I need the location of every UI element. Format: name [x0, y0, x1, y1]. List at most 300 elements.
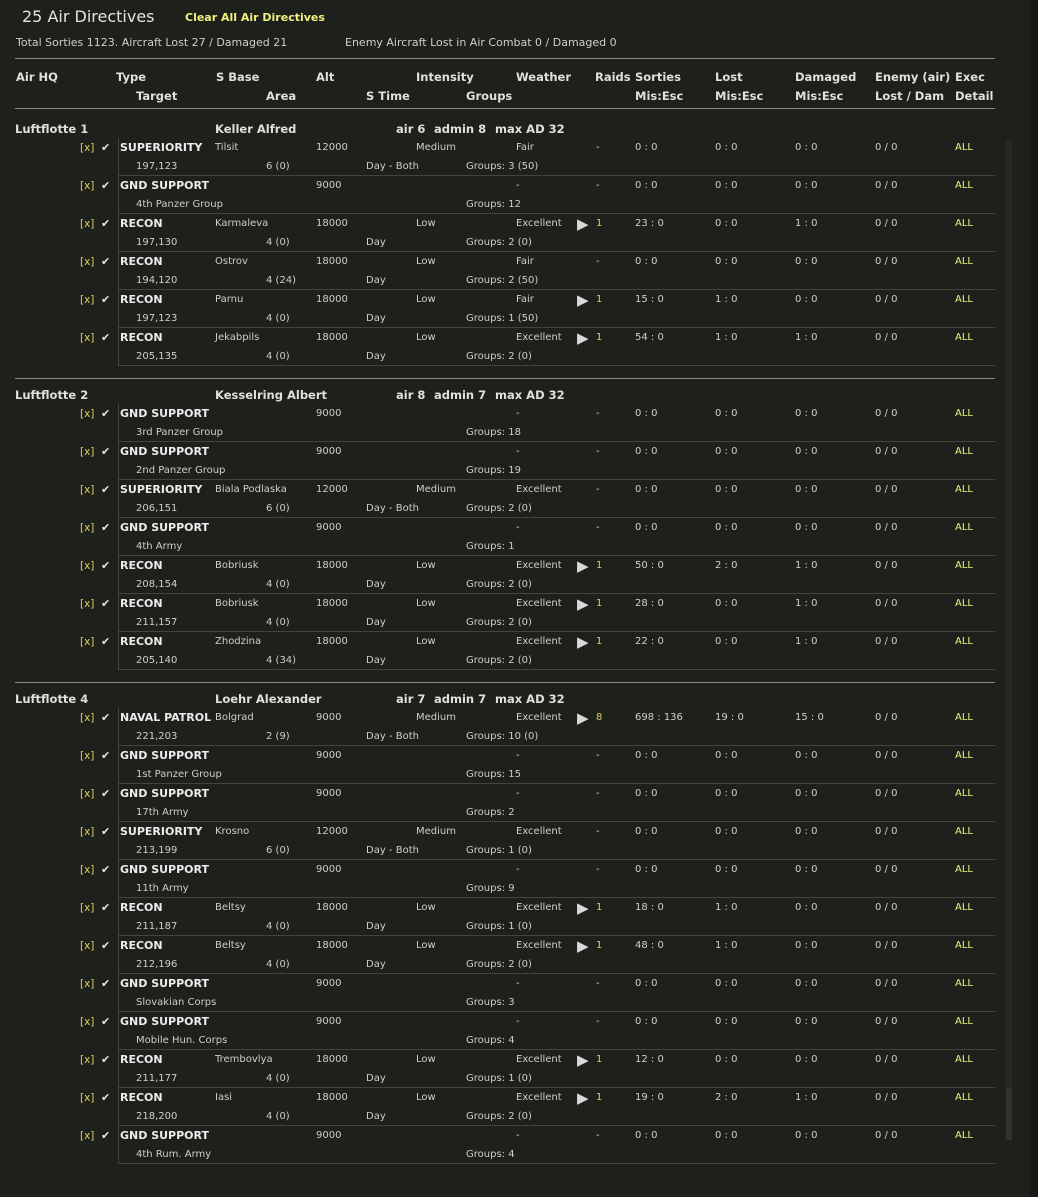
exec-all-link[interactable]: ALL	[955, 1092, 973, 1103]
directive-row	[0, 290, 1000, 328]
check-icon[interactable]: ✔	[101, 1129, 111, 1142]
intensity: Medium	[416, 712, 456, 723]
mission-type: GND SUPPORT	[120, 445, 210, 458]
sorties-value: 48 : 0	[635, 940, 664, 951]
cancel-directive-button[interactable]: [x]	[80, 218, 95, 230]
exec-all-link[interactable]: ALL	[955, 522, 973, 533]
intensity: Low	[416, 1092, 436, 1103]
directive-row	[0, 480, 1000, 518]
directive-row	[0, 1088, 1000, 1126]
intensity: Low	[416, 598, 436, 609]
window-border	[1030, 0, 1038, 1197]
groups-count: Groups: 2 (0)	[466, 617, 532, 628]
col-lost: Lost	[715, 70, 743, 84]
mission-type: GND SUPPORT	[120, 977, 210, 990]
directive-row	[0, 708, 1000, 746]
exec-all-link[interactable]: ALL	[955, 408, 973, 419]
damaged-value: 1 : 0	[795, 1092, 818, 1103]
cancel-directive-button[interactable]: [x]	[80, 978, 95, 990]
altitude: 18000	[316, 218, 348, 229]
area-value: 6 (0)	[266, 503, 290, 514]
directive-row	[0, 138, 1000, 176]
sorties-value: 18 : 0	[635, 902, 664, 913]
play-arrow-icon[interactable]: ▶	[577, 557, 589, 575]
damaged-value: 1 : 0	[795, 636, 818, 647]
raids-count: -	[596, 446, 600, 457]
intensity: Low	[416, 294, 436, 305]
strike-time: Day	[366, 617, 386, 628]
check-icon[interactable]: ✔	[101, 635, 111, 648]
play-arrow-icon[interactable]: ▶	[577, 595, 589, 613]
col-damaged-mis-esc: Mis:Esc	[795, 89, 844, 103]
mission-type: GND SUPPORT	[120, 1015, 210, 1028]
damaged-value: 0 : 0	[795, 294, 818, 305]
weather: -	[516, 522, 520, 533]
target-unit: 2nd Panzer Group	[136, 465, 226, 476]
raids-count: 1	[596, 560, 603, 571]
raids-count: 1	[596, 294, 603, 305]
cancel-directive-button[interactable]: [x]	[80, 142, 95, 154]
admin-rating: admin 8	[434, 122, 487, 136]
intensity: Low	[416, 1054, 436, 1065]
raids-count: 1	[596, 1092, 603, 1103]
raids-count: 1	[596, 636, 603, 647]
area-value: 4 (0)	[266, 921, 290, 932]
cancel-directive-button[interactable]: [x]	[80, 788, 95, 800]
altitude: 12000	[316, 826, 348, 837]
sorties-value: 0 : 0	[635, 788, 658, 799]
altitude: 18000	[316, 256, 348, 267]
check-icon[interactable]: ✔	[101, 217, 111, 230]
cancel-directive-button[interactable]: [x]	[80, 826, 95, 838]
cancel-directive-button[interactable]: [x]	[80, 864, 95, 876]
area-value: 2 (9)	[266, 731, 290, 742]
staging-base: Krosno	[215, 826, 250, 837]
header-divider	[15, 58, 995, 59]
enemy-lost-dam: 0 / 0	[875, 826, 898, 837]
cancel-directive-button[interactable]: [x]	[80, 636, 95, 648]
area-value: 4 (0)	[266, 959, 290, 970]
exec-all-link[interactable]: ALL	[955, 560, 973, 571]
play-arrow-icon[interactable]: ▶	[577, 899, 589, 917]
strike-time: Day	[366, 237, 386, 248]
lost-value: 2 : 0	[715, 560, 738, 571]
scrollbar-thumb[interactable]	[1006, 1088, 1012, 1140]
raids-count: 1	[596, 902, 603, 913]
check-icon[interactable]: ✔	[101, 825, 111, 838]
directive-row	[0, 784, 1000, 822]
directive-row	[0, 898, 1000, 936]
strike-time: Day	[366, 579, 386, 590]
admin-rating: admin 7	[434, 692, 487, 706]
sorties-value: 0 : 0	[635, 826, 658, 837]
staging-base: Biala Podlaska	[215, 484, 287, 495]
target-coordinates: 197,130	[136, 237, 178, 248]
enemy-lost-dam: 0 / 0	[875, 750, 898, 761]
exec-all-link[interactable]: ALL	[955, 180, 973, 191]
lost-value: 0 : 0	[715, 142, 738, 153]
play-arrow-icon[interactable]: ▶	[577, 1051, 589, 1069]
exec-all-link[interactable]: ALL	[955, 750, 973, 761]
intensity: Low	[416, 256, 436, 267]
cancel-directive-button[interactable]: [x]	[80, 180, 95, 192]
area-value: 4 (0)	[266, 617, 290, 628]
check-icon[interactable]: ✔	[101, 901, 111, 914]
enemy-lost-dam: 0 / 0	[875, 712, 898, 723]
row-divider	[118, 974, 119, 1012]
target-coordinates: 221,203	[136, 731, 178, 742]
commander-name: Loehr Alexander	[215, 692, 322, 706]
row-divider	[118, 1126, 119, 1164]
staging-base: Zhodzina	[215, 636, 262, 647]
exec-all-link[interactable]: ALL	[955, 332, 973, 343]
target-coordinates: 208,154	[136, 579, 178, 590]
directive-row	[0, 404, 1000, 442]
exec-all-link[interactable]: ALL	[955, 484, 973, 495]
weather: -	[516, 446, 520, 457]
exec-all-link[interactable]: ALL	[955, 940, 973, 951]
weather: Fair	[516, 142, 534, 153]
exec-all-link[interactable]: ALL	[955, 1130, 973, 1141]
directive-row	[0, 252, 1000, 290]
row-divider	[118, 518, 119, 556]
mission-type: SUPERIORITY	[120, 141, 203, 154]
altitude: 9000	[316, 750, 342, 761]
cancel-directive-button[interactable]: [x]	[80, 408, 95, 420]
col-detail: Detail	[955, 89, 994, 103]
cancel-directive-button[interactable]: [x]	[80, 750, 95, 762]
weather: -	[516, 978, 520, 989]
raids-count: -	[596, 256, 600, 267]
altitude: 9000	[316, 522, 342, 533]
row-divider	[118, 669, 995, 670]
damaged-value: 15 : 0	[795, 712, 824, 723]
cancel-directive-button[interactable]: [x]	[80, 940, 95, 952]
damaged-value: 1 : 0	[795, 560, 818, 571]
lost-value: 0 : 0	[715, 180, 738, 191]
play-arrow-icon[interactable]: ▶	[577, 291, 589, 309]
weather: Fair	[516, 294, 534, 305]
raids-count: 1	[596, 1054, 603, 1065]
area-value: 4 (0)	[266, 313, 290, 324]
row-divider	[118, 328, 119, 366]
lost-value: 19 : 0	[715, 712, 744, 723]
check-icon[interactable]: ✔	[101, 521, 111, 534]
check-icon[interactable]: ✔	[101, 141, 111, 154]
raids-count: 8	[596, 712, 603, 723]
mission-type: RECON	[120, 597, 163, 610]
intensity: Low	[416, 218, 436, 229]
weather: Excellent	[516, 218, 562, 229]
cancel-directive-button[interactable]: [x]	[80, 712, 95, 724]
cancel-directive-button[interactable]: [x]	[80, 1016, 95, 1028]
clear-all-directives-button[interactable]: Clear All Air Directives	[185, 11, 325, 24]
exec-all-link[interactable]: ALL	[955, 978, 973, 989]
exec-all-link[interactable]: ALL	[955, 294, 973, 305]
intensity: Low	[416, 636, 436, 647]
mission-type: RECON	[120, 293, 163, 306]
summary-sorties: Total Sorties 1123. Aircraft Lost 27 / Damaged 21	[16, 36, 288, 49]
cancel-directive-button[interactable]: [x]	[80, 1092, 95, 1104]
enemy-lost-dam: 0 / 0	[875, 978, 898, 989]
altitude: 9000	[316, 712, 342, 723]
weather: Excellent	[516, 636, 562, 647]
row-divider	[118, 442, 119, 480]
altitude: 9000	[316, 788, 342, 799]
strike-time: Day	[366, 351, 386, 362]
weather: Excellent	[516, 1054, 562, 1065]
play-arrow-icon[interactable]: ▶	[577, 215, 589, 233]
mission-type: GND SUPPORT	[120, 1129, 210, 1142]
damaged-value: 0 : 0	[795, 522, 818, 533]
check-icon[interactable]: ✔	[101, 445, 111, 458]
damaged-value: 0 : 0	[795, 256, 818, 267]
col-intensity: Intensity	[416, 70, 474, 84]
target-coordinates: 211,187	[136, 921, 178, 932]
staging-base: Bolgrad	[215, 712, 254, 723]
target-coordinates: 194,120	[136, 275, 178, 286]
damaged-value: 0 : 0	[795, 864, 818, 875]
exec-all-link[interactable]: ALL	[955, 256, 973, 267]
strike-time: Day	[366, 1111, 386, 1122]
sorties-value: 12 : 0	[635, 1054, 664, 1065]
cancel-directive-button[interactable]: [x]	[80, 256, 95, 268]
row-divider	[118, 404, 119, 442]
target-unit: Mobile Hun. Corps	[136, 1035, 228, 1046]
groups-count: Groups: 12	[466, 199, 521, 210]
air-hq-name[interactable]: Luftflotte 2	[15, 388, 89, 402]
col-lost-mis-esc: Mis:Esc	[715, 89, 764, 103]
cancel-directive-button[interactable]: [x]	[80, 522, 95, 534]
exec-all-link[interactable]: ALL	[955, 598, 973, 609]
weather: -	[516, 1016, 520, 1027]
exec-all-link[interactable]: ALL	[955, 1054, 973, 1065]
strike-time: Day	[366, 921, 386, 932]
directive-row	[0, 936, 1000, 974]
sorties-value: 19 : 0	[635, 1092, 664, 1103]
altitude: 18000	[316, 940, 348, 951]
target-unit: 1st Panzer Group	[136, 769, 222, 780]
groups-count: Groups: 9	[466, 883, 515, 894]
mission-type: RECON	[120, 901, 163, 914]
row-divider	[118, 1050, 119, 1088]
lost-value: 0 : 0	[715, 522, 738, 533]
play-arrow-icon[interactable]: ▶	[577, 937, 589, 955]
altitude: 9000	[316, 1130, 342, 1141]
enemy-lost-dam: 0 / 0	[875, 294, 898, 305]
exec-all-link[interactable]: ALL	[955, 218, 973, 229]
enemy-lost-dam: 0 / 0	[875, 218, 898, 229]
altitude: 9000	[316, 180, 342, 191]
enemy-lost-dam: 0 / 0	[875, 902, 898, 913]
cancel-directive-button[interactable]: [x]	[80, 560, 95, 572]
lost-value: 0 : 0	[715, 1016, 738, 1027]
enemy-lost-dam: 0 / 0	[875, 446, 898, 457]
sorties-value: 0 : 0	[635, 750, 658, 761]
exec-all-link[interactable]: ALL	[955, 446, 973, 457]
strike-time: Day	[366, 275, 386, 286]
summary-enemy: Enemy Aircraft Lost in Air Combat 0 / Damaged 0	[345, 36, 617, 49]
cancel-directive-button[interactable]: [x]	[80, 598, 95, 610]
group-divider	[15, 682, 995, 683]
raids-count: -	[596, 826, 600, 837]
damaged-value: 1 : 0	[795, 332, 818, 343]
raids-count: -	[596, 1130, 600, 1141]
raids-count: -	[596, 978, 600, 989]
target-coordinates: 206,151	[136, 503, 178, 514]
enemy-lost-dam: 0 / 0	[875, 1054, 898, 1065]
cancel-directive-button[interactable]: [x]	[80, 902, 95, 914]
altitude: 18000	[316, 1092, 348, 1103]
check-icon[interactable]: ✔	[101, 597, 111, 610]
exec-all-link[interactable]: ALL	[955, 142, 973, 153]
directive-row	[0, 214, 1000, 252]
exec-all-link[interactable]: ALL	[955, 826, 973, 837]
directive-row	[0, 746, 1000, 784]
check-icon[interactable]: ✔	[101, 293, 111, 306]
check-icon[interactable]: ✔	[101, 559, 111, 572]
air-hq-name[interactable]: Luftflotte 4	[15, 692, 89, 706]
admin-rating: admin 7	[434, 388, 487, 402]
staging-base: Iasi	[215, 1092, 233, 1103]
row-divider	[118, 936, 119, 974]
sorties-value: 0 : 0	[635, 142, 658, 153]
enemy-lost-dam: 0 / 0	[875, 788, 898, 799]
check-icon[interactable]: ✔	[101, 711, 111, 724]
row-divider	[118, 708, 119, 746]
weather: -	[516, 1130, 520, 1141]
check-icon[interactable]: ✔	[101, 1015, 111, 1028]
exec-all-link[interactable]: ALL	[955, 788, 973, 799]
directive-row	[0, 974, 1000, 1012]
exec-all-link[interactable]: ALL	[955, 864, 973, 875]
altitude: 18000	[316, 560, 348, 571]
staging-base: Karmaleva	[215, 218, 269, 229]
exec-all-link[interactable]: ALL	[955, 902, 973, 913]
col-weather: Weather	[516, 70, 571, 84]
cancel-directive-button[interactable]: [x]	[80, 1054, 95, 1066]
damaged-value: 1 : 0	[795, 598, 818, 609]
play-arrow-icon[interactable]: ▶	[577, 1089, 589, 1107]
directive-row	[0, 1012, 1000, 1050]
target-coordinates: 211,157	[136, 617, 178, 628]
cancel-directive-button[interactable]: [x]	[80, 1130, 95, 1142]
check-icon[interactable]: ✔	[101, 179, 111, 192]
directive-row	[0, 822, 1000, 860]
enemy-lost-dam: 0 / 0	[875, 1016, 898, 1027]
lost-value: 0 : 0	[715, 978, 738, 989]
weather: Excellent	[516, 712, 562, 723]
col-air-hq: Air HQ	[16, 70, 58, 84]
col-target: Target	[136, 89, 178, 103]
groups-count: Groups: 2 (0)	[466, 1111, 532, 1122]
cancel-directive-button[interactable]: [x]	[80, 332, 95, 344]
check-icon[interactable]: ✔	[101, 1053, 111, 1066]
check-icon[interactable]: ✔	[101, 863, 111, 876]
enemy-lost-dam: 0 / 0	[875, 560, 898, 571]
sorties-value: 0 : 0	[635, 180, 658, 191]
cancel-directive-button[interactable]: [x]	[80, 484, 95, 496]
mission-type: RECON	[120, 255, 163, 268]
check-icon[interactable]: ✔	[101, 407, 111, 420]
directive-row	[0, 328, 1000, 366]
col-s-base: S Base	[216, 70, 260, 84]
mission-type: SUPERIORITY	[120, 825, 203, 838]
check-icon[interactable]: ✔	[101, 939, 111, 952]
air-rating: air 6	[396, 122, 426, 136]
exec-all-link[interactable]: ALL	[955, 636, 973, 647]
mission-type: GND SUPPORT	[120, 521, 210, 534]
target-unit: 4th Rum. Army	[136, 1149, 212, 1160]
col-alt: Alt	[316, 70, 335, 84]
staging-base: Beltsy	[215, 940, 246, 951]
mission-type: GND SUPPORT	[120, 407, 210, 420]
check-icon[interactable]: ✔	[101, 787, 111, 800]
check-icon[interactable]: ✔	[101, 255, 111, 268]
lost-value: 0 : 0	[715, 446, 738, 457]
weather: -	[516, 788, 520, 799]
col-sorties-mis-esc: Mis:Esc	[635, 89, 684, 103]
check-icon[interactable]: ✔	[101, 483, 111, 496]
check-icon[interactable]: ✔	[101, 977, 111, 990]
col-raids: Raids	[595, 70, 631, 84]
col-damaged: Damaged	[795, 70, 857, 84]
mission-type: NAVAL PATROL	[120, 711, 212, 724]
groups-count: Groups: 1 (0)	[466, 921, 532, 932]
row-divider	[118, 632, 119, 670]
cancel-directive-button[interactable]: [x]	[80, 294, 95, 306]
mission-type: GND SUPPORT	[120, 863, 210, 876]
exec-all-link[interactable]: ALL	[955, 712, 973, 723]
sorties-value: 15 : 0	[635, 294, 664, 305]
groups-count: Groups: 3	[466, 997, 515, 1008]
mission-type: RECON	[120, 635, 163, 648]
sorties-value: 50 : 0	[635, 560, 664, 571]
enemy-lost-dam: 0 / 0	[875, 484, 898, 495]
play-arrow-icon[interactable]: ▶	[577, 633, 589, 651]
play-arrow-icon[interactable]: ▶	[577, 709, 589, 727]
raids-count: -	[596, 408, 600, 419]
check-icon[interactable]: ✔	[101, 1091, 111, 1104]
intensity: Low	[416, 332, 436, 343]
play-arrow-icon[interactable]: ▶	[577, 329, 589, 347]
groups-count: Groups: 2	[466, 807, 515, 818]
intensity: Medium	[416, 484, 456, 495]
check-icon[interactable]: ✔	[101, 331, 111, 344]
directive-row	[0, 442, 1000, 480]
damaged-value: 0 : 0	[795, 180, 818, 191]
target-coordinates: 212,196	[136, 959, 178, 970]
intensity: Low	[416, 902, 436, 913]
weather: -	[516, 750, 520, 761]
damaged-value: 0 : 0	[795, 750, 818, 761]
row-divider	[118, 1088, 119, 1126]
exec-all-link[interactable]: ALL	[955, 1016, 973, 1027]
scrollbar-track[interactable]	[1006, 140, 1012, 1140]
directive-row	[0, 556, 1000, 594]
lost-value: 2 : 0	[715, 1092, 738, 1103]
altitude: 9000	[316, 978, 342, 989]
cancel-directive-button[interactable]: [x]	[80, 446, 95, 458]
col-enemy-lost-dam: Lost / Dam	[875, 89, 945, 103]
damaged-value: 0 : 0	[795, 408, 818, 419]
damaged-value: 0 : 0	[795, 1016, 818, 1027]
air-hq-name[interactable]: Luftflotte 1	[15, 122, 89, 136]
groups-count: Groups: 1 (0)	[466, 1073, 532, 1084]
enemy-lost-dam: 0 / 0	[875, 940, 898, 951]
staging-base: Trembovlya	[215, 1054, 273, 1065]
check-icon[interactable]: ✔	[101, 749, 111, 762]
